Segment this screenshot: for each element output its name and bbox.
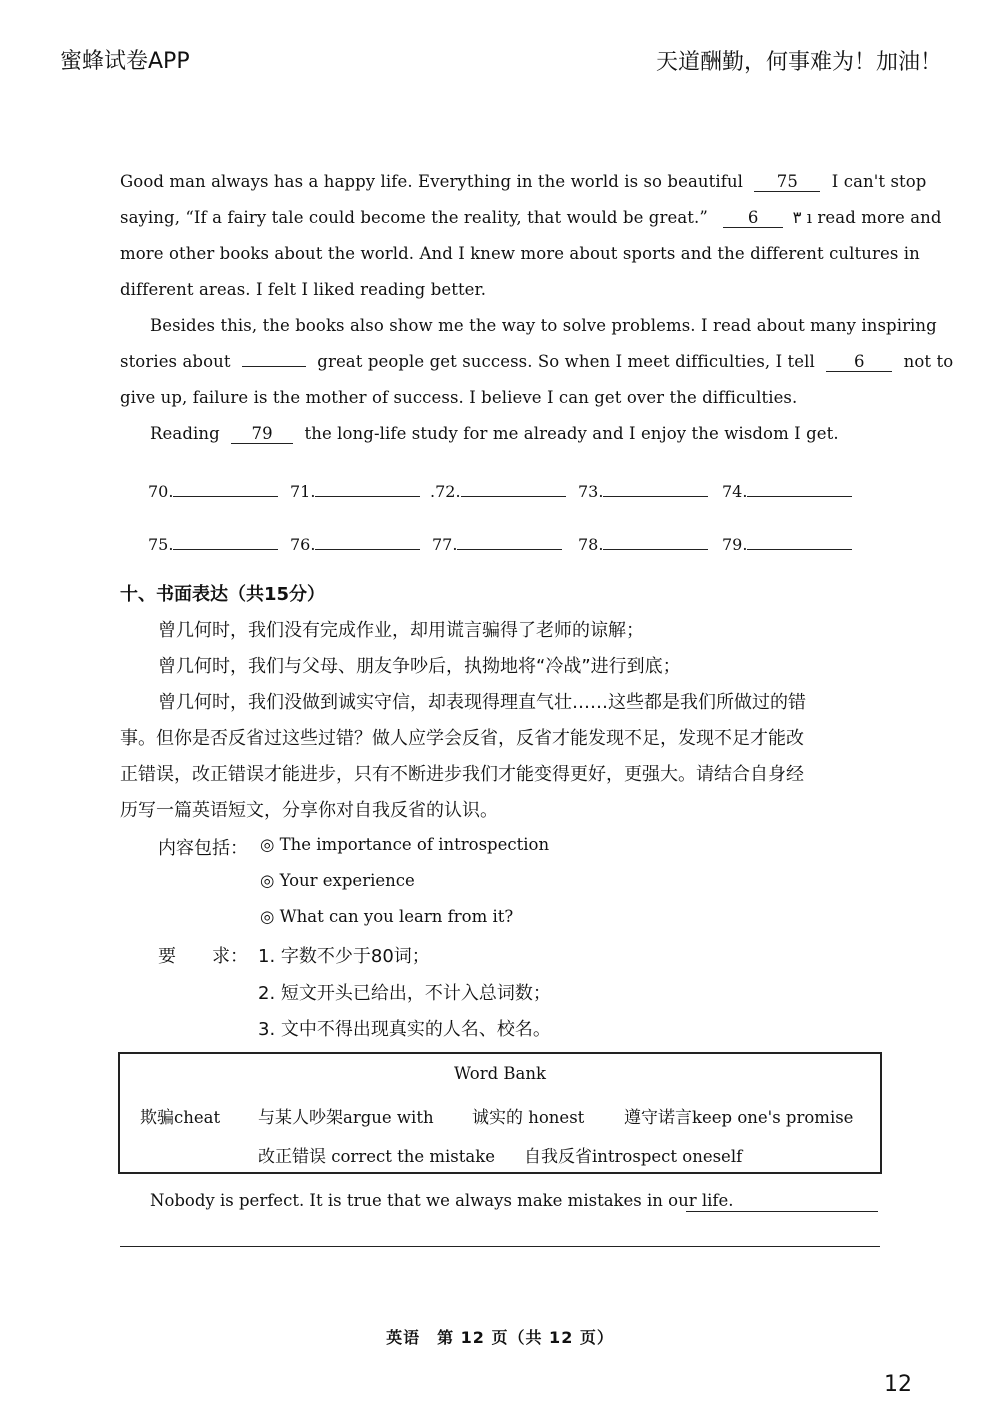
answer-line-71[interactable] [290,482,420,501]
passage-line-4: different areas. I felt I liked reading better. [120,280,487,299]
answer-number: 76. [290,535,316,554]
passage-text: not to [903,352,954,371]
answer-line-76[interactable] [290,535,420,554]
requirements-label: 要 求： [158,946,248,967]
passage-text: great people get success. So when I meet difficulties, I tell [317,352,815,371]
answer-number: 78. [578,535,604,554]
answer-line-78[interactable] [578,535,708,554]
word-zh: 自我反省 [524,1147,592,1167]
answer-number: .72. [430,482,461,501]
prompt-paragraph-3-line-2: 事。但你是否反省过这些过错？做人应学会反省，反省才能发现不足，发现不足才能改 [120,728,804,749]
answer-blank-76[interactable]: 6 [723,210,783,228]
passage-text: ٣ ı read more and [792,208,942,227]
content-item-1: ◎ The importance of introspection [260,835,550,854]
word-bank-item [472,1103,584,1128]
word-bank-item [524,1142,742,1167]
passage-line-3: more other books about the world. And I knew more about sports and the different cultures in [120,244,920,263]
requirement-3: 3. 文中不得出现真实的人名、校名。 [258,1019,551,1040]
passage-text: I can't stop [831,172,927,191]
answer-blank-79[interactable]: 79 [231,426,293,444]
passage-text: Reading [150,424,220,443]
word-en: honest [523,1108,585,1127]
answer-number: 73. [578,482,604,501]
word-en: keep one's promise [692,1108,854,1127]
answer-line-74[interactable] [722,482,852,501]
word-zh: 改正错误 [258,1147,326,1167]
passage-line-8 [150,424,839,444]
word-bank-item [140,1103,220,1128]
page-number: 12 [884,1372,912,1397]
answer-number: 70. [148,482,174,501]
word-zh: 遵守诺言 [624,1108,692,1128]
word-zh: 与某人吵架 [258,1108,343,1128]
passage-line-5: Besides this, the books also show me the way to solve problems. I read about many inspiring [150,316,937,335]
word-bank-item [624,1103,853,1128]
answer-number: 75. [148,535,174,554]
passage-text: the long-life study for me already and I enjoy the wisdom I get. [304,424,839,443]
answer-line-75[interactable] [148,535,278,554]
word-en: introspect oneself [592,1147,743,1166]
word-bank-item [258,1103,434,1128]
passage-text: saying, “If a fairy tale could become the reality, that would be great.” [120,208,708,227]
essay-writing-line[interactable] [686,1211,878,1212]
prompt-paragraph-1: 曾几何时，我们没有完成作业，却用谎言骗得了老师的谅解； [158,620,644,641]
prompt-paragraph-3-line-3: 正错误，改正错误才能进步，只有不断进步我们才能变得更好，更强大。请结合自身经 [120,764,804,785]
requirement-1: 1. 字数不少于80词； [258,946,430,967]
word-en: correct the mistake [326,1147,495,1166]
prompt-paragraph-3-line-1: 曾几何时，我们没做到诚实守信，却表现得理直气壮……这些都是我们所做过的错 [158,692,806,713]
answer-blank-77[interactable] [242,352,306,367]
word-en: argue with [343,1108,434,1127]
content-item-3: ◎ What can you learn from it? [260,907,514,926]
header-slogan: 天道酬勤，何事难为！加油！ [656,50,943,75]
passage-line-6 [120,352,953,372]
answer-line-73[interactable] [578,482,708,501]
answer-line-79[interactable] [722,535,852,554]
word-en: cheat [174,1108,221,1127]
answer-number: 71. [290,482,316,501]
answer-number: 74. [722,482,748,501]
answer-line-72[interactable] [430,482,566,501]
answer-line-77[interactable] [432,535,562,554]
word-bank-title: Word Bank [453,1064,547,1083]
passage-line-7: give up, failure is the mother of success. I believe I can get over the difficulties. [120,388,798,407]
answer-blank-75[interactable]: 75 [754,174,820,192]
passage-line-2 [120,208,942,228]
essay-opening: Nobody is perfect. It is true that we always make mistakes in our life. [150,1191,734,1210]
section-title: 十、书面表达（共15分） [120,584,326,605]
word-bank-item [258,1142,495,1167]
word-zh: 诚实的 [472,1108,523,1128]
word-zh: 欺骗 [140,1108,174,1128]
answer-number: 79. [722,535,748,554]
answer-line-70[interactable] [148,482,278,501]
content-label: 内容包括： [158,838,248,859]
answer-blank-78[interactable]: 6 [826,354,892,372]
essay-writing-line[interactable] [120,1246,880,1247]
content-item-2: ◎ Your experience [260,871,415,890]
answer-number: 77. [432,535,458,554]
requirement-2: 2. 短文开头已给出，不计入总词数； [258,983,551,1004]
passage-line-1 [120,172,926,192]
passage-text: Good man always has a happy life. Everything in the world is so beautiful [120,172,744,191]
prompt-paragraph-2: 曾几何时，我们与父母、朋友争吵后，执拗地将“冷战”进行到底； [158,656,681,677]
passage-text: stories about [120,352,231,371]
prompt-paragraph-3-line-4: 历写一篇英语短文，分享你对自我反省的认识。 [120,800,498,821]
app-name: 蜜蜂试卷APP [60,49,190,74]
page-footer: 英语 第 12 页（共 12 页） [386,1328,614,1347]
